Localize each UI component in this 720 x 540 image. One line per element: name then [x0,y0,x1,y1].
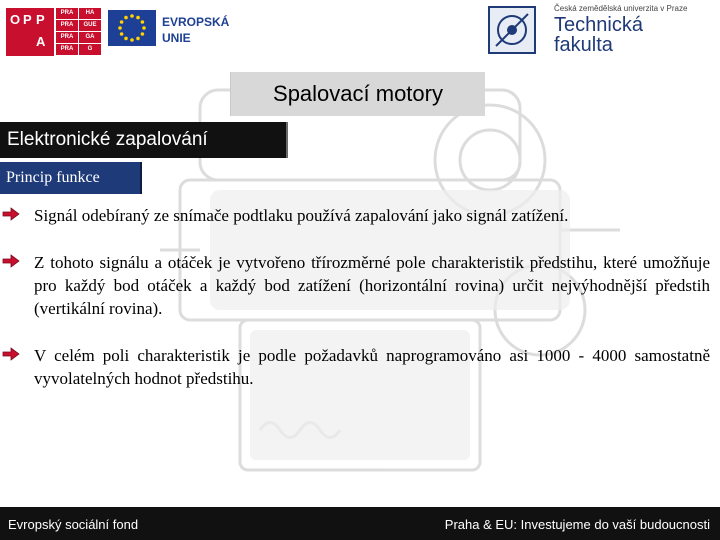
bullet-item [22,204,710,227]
faculty-name [554,15,643,55]
eu-logo-text [162,14,229,46]
faculty-name-line1: Technická [554,14,643,36]
opp-grid-cell: G [79,44,101,55]
opp-grid-cell: GA [79,32,101,43]
opp-grid-cell: HA [79,8,101,19]
bullet-text: Signál odebíraný ze snímače podtlaku používá zapalování jako signál zatížení. [34,206,569,225]
opp-grid-cell: PRA [56,44,78,55]
arrow-bullet-icon [2,347,20,361]
footer-right-text: Praha & EU: Investujeme do vaší budoucnosti [444,517,710,532]
bullet-text: V celém poli charakteristik je podle požadavků naprogramováno asi 1000 - 4000 samostatně vyvolatelných hodnot předstihu. [34,346,710,388]
footer-bar [0,507,720,540]
page-title: Spalovací motory [230,72,485,116]
opp-grid-cell: GUE [79,20,101,31]
section-title: Elektronické zapalování [0,122,286,158]
arrow-bullet-icon [2,254,20,268]
bullet-list [22,204,710,390]
opp-logo-letters [6,8,54,56]
faculty-name-line2: fakulta [554,34,613,56]
faculty-emblem-icon [488,6,536,54]
bullet-item [22,251,710,320]
opp-grid-cell: PRA [56,8,78,19]
opp-grid-cell: PRA [56,20,78,31]
opp-letter: A [36,34,46,49]
eu-logo-line1: EVROPSKÁ [162,15,230,29]
opp-grid-cell: PRA [56,32,78,43]
arrow-bullet-icon [2,207,20,221]
subsection-title: Princip funkce [0,162,142,194]
opp-letter: P [23,12,32,27]
opp-letter: P [36,12,45,27]
opp-logo [6,8,102,56]
footer-left-text: Evropský sociální fond [8,517,139,532]
university-name: Česká zemědělská univerzita v Praze [554,4,688,13]
bullet-item [22,344,710,390]
opp-logo-grid [56,8,101,56]
eu-flag-icon [108,10,156,46]
bullet-text: Z tohoto signálu a otáček je vytvořeno třírozměrné pole charakteristik předstihu, které umožňuje pro každý bod otáček a každý bod zatížení (horizontální rovina) určit nejvýhodnější předstih (vertikální rovina). [34,253,710,318]
eu-logo-line2: UNIE [162,31,191,45]
opp-letter: O [10,12,21,27]
